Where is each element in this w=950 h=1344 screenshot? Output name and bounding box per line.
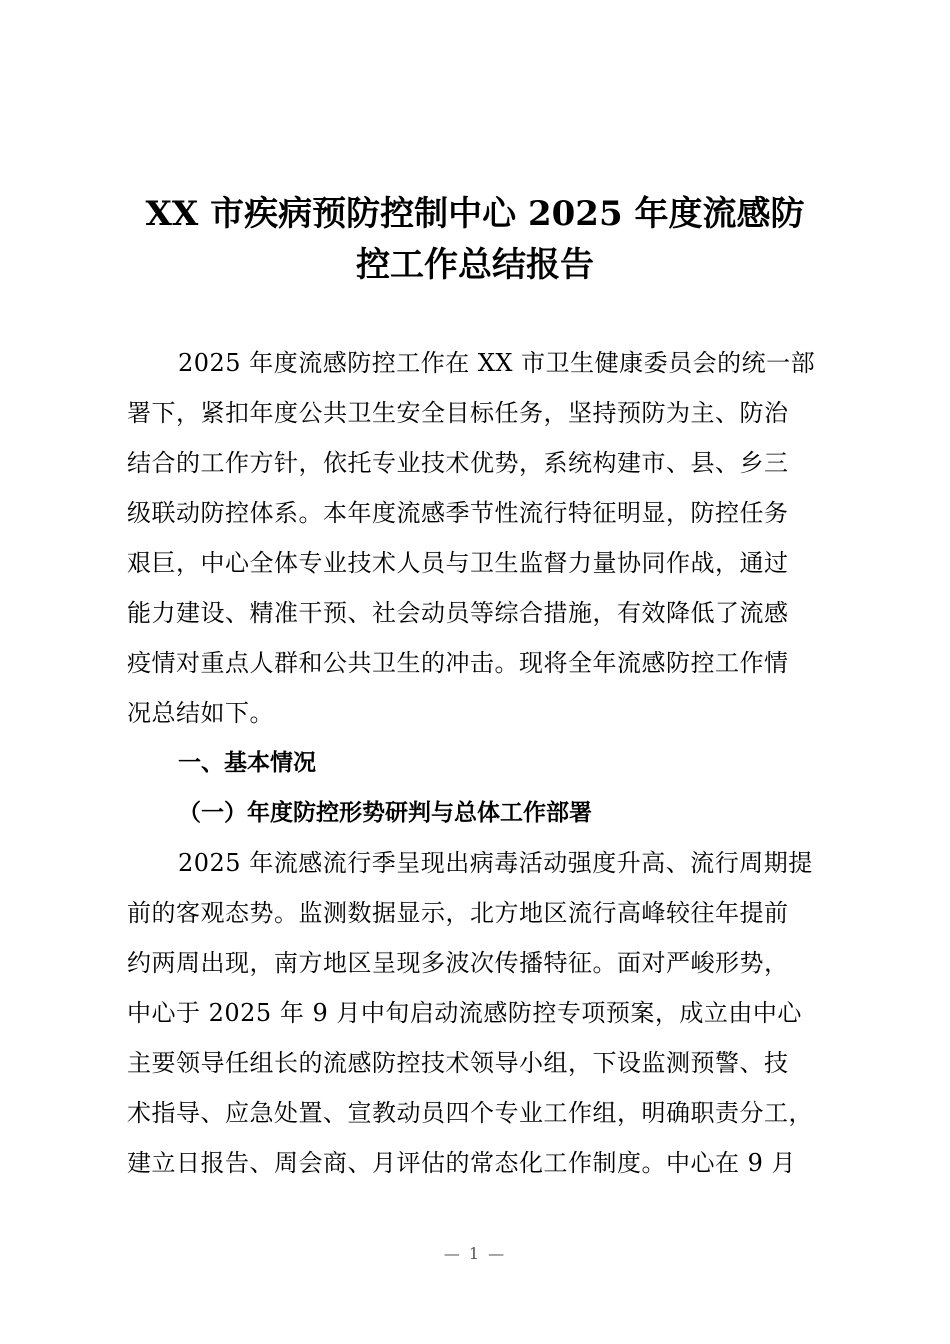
intro-paragraph-line: 2025 年度流感防控工作在 XX 市卫生健康委员会的统一部	[178, 349, 816, 377]
intro-paragraph-line: 能力建设、精准干预、社会动员等综合措施，有效降低了流感	[127, 599, 789, 627]
document-title-line-1: XX 市疾病预防控制中心 2025 年度流感防	[145, 194, 805, 234]
intro-paragraph-line: 结合的工作方针，依托专业技术优势，系统构建市、县、乡三	[127, 449, 789, 477]
body-paragraph-line: 建立日报告、周会商、月评估的常态化工作制度。中心在 9 月	[127, 1149, 797, 1177]
body-paragraph-line: 约两周出现，南方地区呈现多波次传播特征。面对严峻形势，	[127, 949, 789, 977]
body-paragraph-line: 2025 年流感流行季呈现出病毒活动强度升高、流行周期提	[178, 849, 813, 877]
intro-paragraph-line: 疫情对重点人群和公共卫生的冲击。现将全年流感防控工作情	[127, 649, 789, 677]
body-paragraph-line: 中心于 2025 年 9 月中旬启动流感防控专项预案，成立由中心	[127, 999, 802, 1027]
intro-paragraph-line: 署下，紧扣年度公共卫生安全目标任务，坚持预防为主、防治	[127, 399, 789, 427]
page-number: — 1 —	[443, 1244, 507, 1263]
document-title-line-2: 控工作总结报告	[356, 245, 594, 285]
subsection-heading: （一）年度防控形势研判与总体工作部署	[178, 800, 592, 826]
body-paragraph-line: 前的客观态势。监测数据显示，北方地区流行高峰较往年提前	[127, 899, 789, 927]
section-heading: 一、基本情况	[178, 750, 316, 776]
body-paragraph-line: 术指导、应急处置、宣教动员四个专业工作组，明确职责分工，	[127, 1099, 813, 1127]
intro-paragraph-line: 况总结如下。	[127, 699, 274, 727]
intro-paragraph-line: 级联动防控体系。本年度流感季节性流行特征明显，防控任务	[127, 499, 789, 527]
body-paragraph-line: 主要领导任组长的流感防控技术领导小组，下设监测预警、技	[127, 1049, 789, 1077]
intro-paragraph-line: 艰巨，中心全体专业技术人员与卫生监督力量协同作战，通过	[127, 549, 789, 577]
